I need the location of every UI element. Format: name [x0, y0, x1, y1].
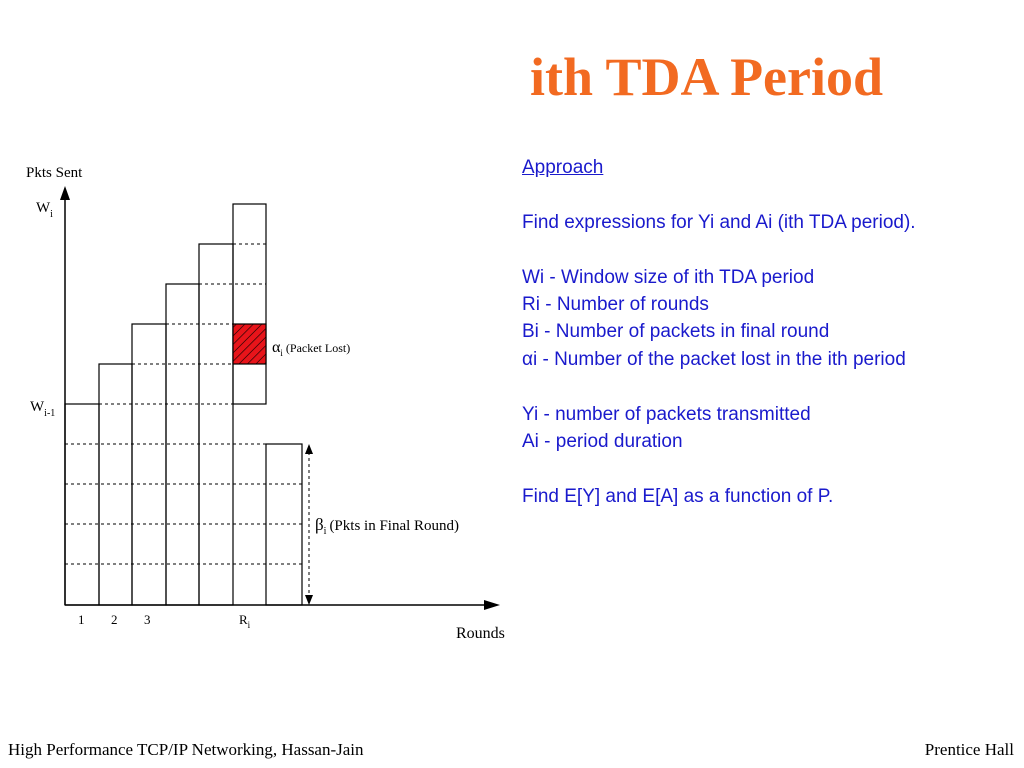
- round-label-3: 3: [144, 612, 151, 627]
- round-column: [233, 204, 266, 404]
- approach-text: [522, 154, 1002, 510]
- x-axis-arrowhead: [484, 600, 500, 610]
- definition-line: Wi - Window size of ith TDA period: [522, 266, 815, 288]
- round-label-1: 1: [78, 612, 85, 627]
- round-label-2: 2: [111, 612, 118, 627]
- w-i-1-label: $W_{i-1}$: [30, 399, 56, 419]
- definition-line: αi - Number of the packet lost in the ith period: [522, 348, 906, 370]
- intro-line: Find expressions for Yi and Ai (ith TDA period).: [522, 211, 916, 233]
- definition-line: Bi - Number of packets in final round: [522, 321, 830, 343]
- spacer: [522, 236, 1002, 263]
- footer-right: Prentice Hall: [924, 740, 1014, 759]
- beta-bracket-top-arrow: [305, 444, 313, 454]
- round-column: [166, 284, 199, 605]
- beta-bracket-bottom-arrow: [305, 595, 313, 605]
- goal-line: Find E[Y] and E[A] as a function of P.: [522, 485, 834, 507]
- round-column: [65, 404, 99, 605]
- lost-packet-hatch: [233, 324, 266, 364]
- spacer: [522, 181, 1002, 208]
- beta-label: $\beta_i$ (Pkts in Final Round): [315, 515, 460, 537]
- spacer: [522, 455, 1002, 482]
- y-axis-label: Pkts Sent: [26, 165, 83, 181]
- footer-left: High Performance TCP/IP Networking, Hassan-Jain: [8, 740, 364, 759]
- round-label-r-i: $R_i$: [239, 612, 251, 630]
- definition-line: Ri - Number of rounds: [522, 294, 709, 315]
- slide-title: ith TDA Period: [530, 47, 884, 107]
- spacer: [522, 373, 1002, 400]
- approach-heading: Approach: [522, 157, 604, 178]
- w-i-label: $W_i$: [36, 200, 53, 220]
- alpha-label: $\alpha_i$ (Packet Lost): [272, 339, 351, 358]
- output-line: Yi - number of packets transmitted: [522, 403, 811, 425]
- round-column: [132, 324, 166, 605]
- output-line: Ai - period duration: [522, 431, 683, 453]
- round-column: [199, 244, 233, 605]
- y-axis-arrowhead: [60, 186, 70, 200]
- tda-period-diagram: [0, 0, 530, 660]
- x-axis-label: Rounds: [456, 625, 505, 642]
